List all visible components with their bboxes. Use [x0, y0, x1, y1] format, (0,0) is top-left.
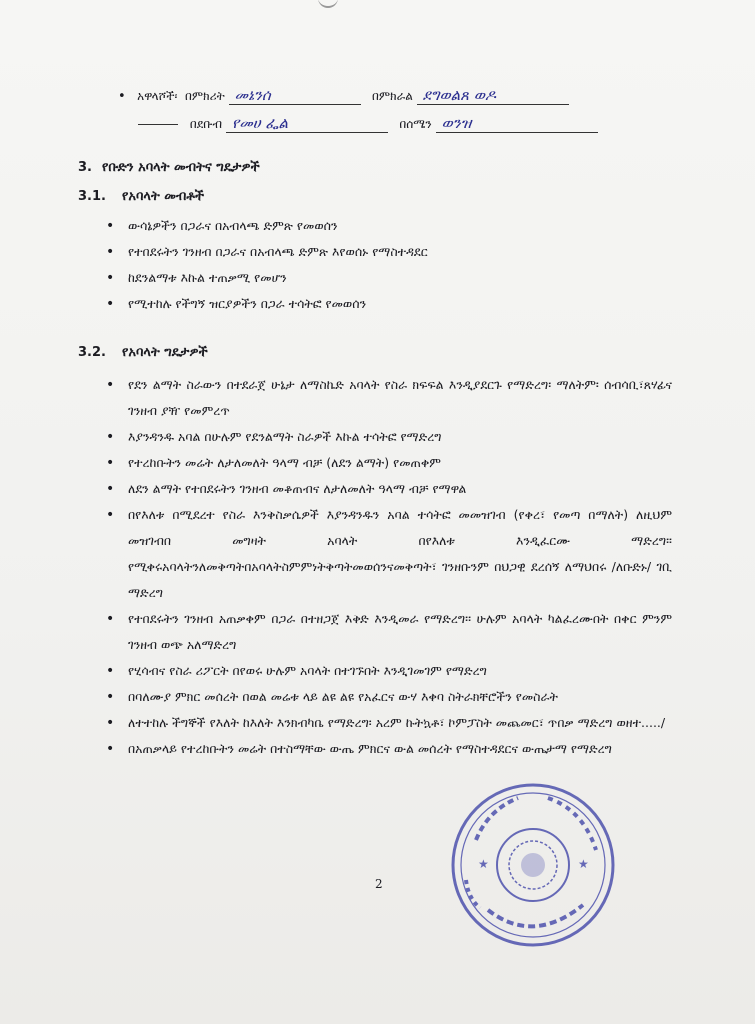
page-number: 2 — [375, 877, 383, 891]
stamp-center — [521, 853, 545, 877]
section-number: 3. — [78, 160, 92, 175]
section-3-heading — [78, 160, 260, 175]
east-value: መኔንሰ — [229, 86, 361, 105]
list-item: • የሂሳብና የስራ ሪፖርት በየወሩ ሁሉም አባላት በተገኙበት እንዲገመገም የማድረግ — [112, 658, 672, 684]
boundary-line-1 — [118, 86, 569, 105]
stamp-ink — [453, 785, 613, 945]
list-item: • የተበደሩትን ገንዘብ አጠቃቀም በጋራ በተዘጋጀ እቅድ እንዲመራ የማድረግ፡፡ ሁሉም አባላት ካልፈረሙበት በቀር ምንም ገንዘብ ወጭ አለማድረግ — [112, 606, 672, 658]
west-value: ደግወልጸ ወዶ — [417, 86, 569, 105]
list-item: • የደን ልማት ስራውን በተደራጀ ሁኔታ ለማስኬድ አባላት የስራ ክፍፍል እንዲያደርጉ የማድረግ፡ ማለትም፡ ሰብሳቢ፣ጸሃፊና ገንዘብ ያዥ የመምረጥ — [112, 372, 672, 424]
east-label: በምክሪት — [185, 89, 225, 103]
stamp-lettering-bottom — [488, 905, 583, 926]
section-3-2-heading — [78, 345, 208, 360]
scan-mark — [318, 0, 338, 8]
list-item: • ከደንልማቱ እኩል ተጠቃሚ የመሆን — [112, 265, 672, 291]
bullet: • — [118, 89, 126, 104]
section-title: የአባላት ግዴታዎች — [122, 345, 208, 360]
boundary-line-2 — [138, 114, 598, 133]
stamp-star-right: ★ — [578, 857, 589, 871]
list-item: • ውሳኔዎችን በጋራና በአብላጫ ድምጽ የመወሰን — [112, 213, 672, 239]
list-item: • እያንዳንዱ አባል በሁሉም የደንልማት ስራዎች እኩል ተሳትፎ የማድረግ — [112, 424, 672, 450]
section-3-1-heading — [78, 189, 204, 204]
section-number: 3.2. — [78, 345, 106, 360]
south-label: በደቡብ — [189, 117, 223, 131]
north-label: በሰሜን — [399, 117, 432, 131]
section-title: የቡድን አባላት መብትና ግዴታዎች — [102, 160, 260, 175]
list-item: • በባለሙያ ምክር መሰረት በወል መሬቱ ላይ ልዩ ልዩ የአፈርና ውሃ እቀባ ስትራክቸሮችን የመስራት — [112, 684, 672, 710]
south-value: የመሀ ፌል — [226, 114, 388, 133]
stamp-star-left: ★ — [478, 857, 489, 871]
section-title: የአባላት መብቶች — [122, 189, 205, 204]
list-item: • ለደን ልማት የተበደሩትን ገንዘብ መቆጠብና ለታለመለት ዓላማ ብቻ የማዋል — [112, 476, 672, 502]
section-number: 3.1. — [78, 189, 106, 204]
list-item: • የሚተከሉ የችግኝ ዝርያዎችን በጋራ ተሳትፎ የመወሰን — [112, 291, 672, 317]
north-value: ወንዝ — [436, 114, 598, 133]
west-label: በምክራል — [372, 89, 413, 103]
list-item: • ለተተከሉ ችግኞች የእለት ከእለት እንክብካቤ የማድረግ፡ አረም ኩትኳቶ፣ ኮምፓስት መጨመር፣ ጥበቃ ማድረግ ወዘተ...../ — [112, 710, 672, 736]
list-item: • የተረከቡትን መሬት ለታለመለት ዓላማ ብቻ (ለደን ልማት) የመጠቀም — [112, 450, 672, 476]
members-label: አዋላሾች፡ — [137, 89, 178, 103]
rights-list — [112, 213, 672, 317]
list-item: • በየእለቱ በሚደረተ የስራ እንቅስቃሴዎች እያንዳንዱን አባል ተሳትፎ መመዝገብ (የቀረ፣ የመጣ በማለት) ለዚህም መዝገብበ መግዛት አባላት በየእለቱ እንዲፈርሙ ማድረግ፡፡ የሚቀሩአባላትንለመቅጣትበአባላትስምምነትቅጣትመወሰንናመቅጣት፣ ገንዘቡንም በህጋዊ ደረሰኝ ለማህበሩ /ለቡድኑ/ ገቢ ማድረግ — [112, 502, 672, 606]
official-stamp — [448, 780, 618, 950]
list-item: • በአጠቃላይ የተረከቡትን መሬት በተስማቸው ውጤ ምክርና ውል መሰረት የማስተዳደርና ውጤታማ የማድረግ — [112, 736, 672, 762]
list-item: • የተበደሩትን ገንዘብ በጋራና በአብላጫ ድምጽ እየወሰኑ የማስተዳደር — [112, 239, 672, 265]
line-dash — [138, 124, 178, 125]
duties-list — [112, 372, 672, 762]
